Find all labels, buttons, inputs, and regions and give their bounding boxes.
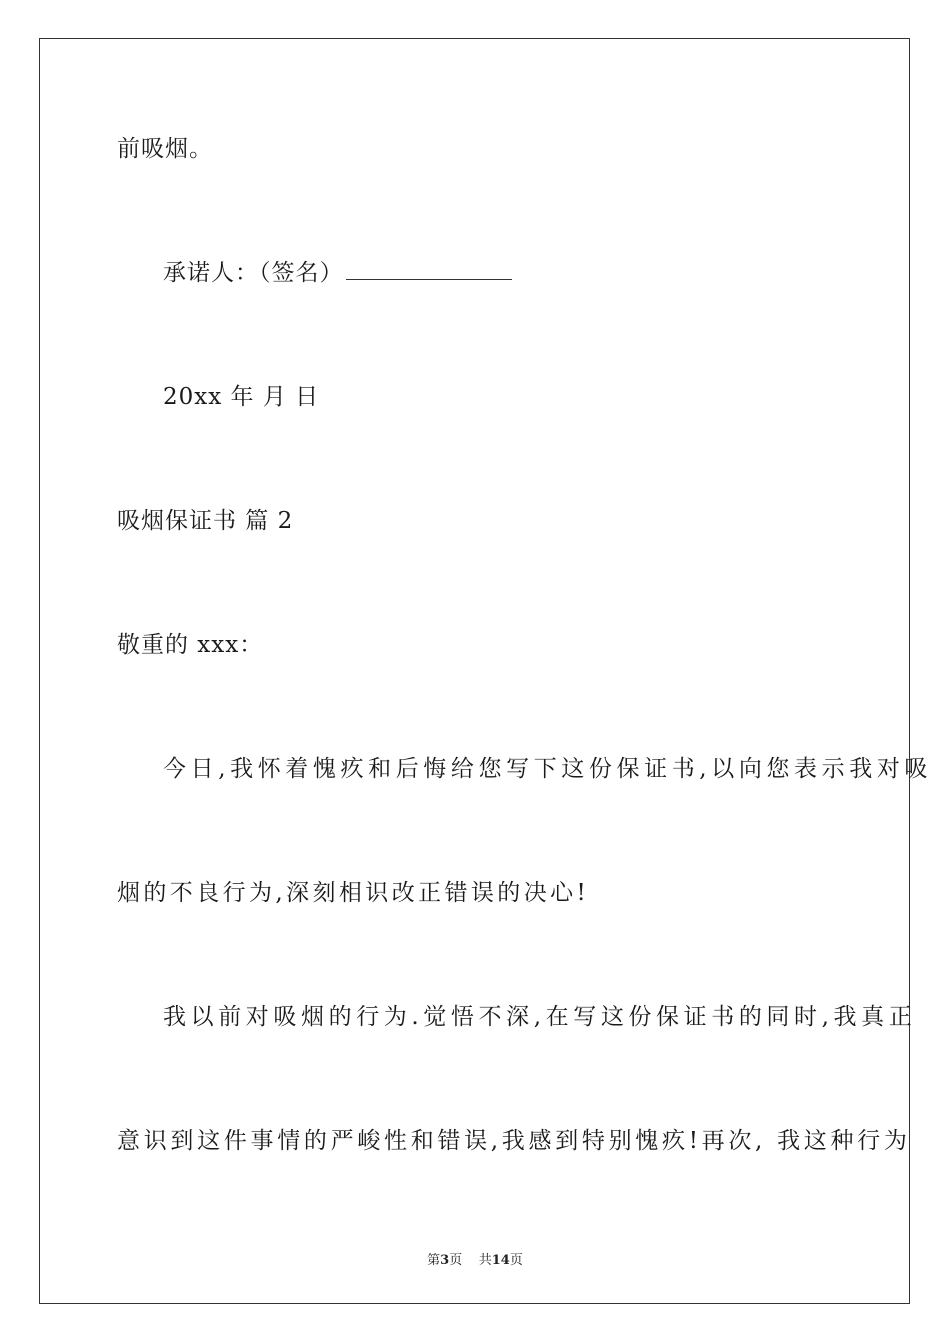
page-frame	[39, 38, 910, 1304]
paragraph-1-line-1: 今日,我怀着愧疚和后悔给您写下这份保证书,以向您表示我对吸	[163, 756, 933, 782]
footer-page-number: 3	[440, 1253, 450, 1268]
footer-total-prefix: 共	[478, 1253, 492, 1268]
paragraph-1-line-2: 烟的不良行为,深刻相识改正错误的决心!	[117, 880, 590, 906]
signature-blank	[346, 261, 512, 280]
text-line-1: 前吸烟。	[117, 136, 213, 162]
date-line: 20xx 年 月 日	[163, 384, 320, 410]
footer-total-suffix: 页	[509, 1253, 523, 1268]
footer-page-prefix: 第	[427, 1253, 441, 1268]
signer-label: 承诺人：（签名）	[163, 260, 344, 286]
paragraph-2-line-2: 意识到这件事情的严峻性和错误,我感到特别愧疚!再次, 我这种行为	[117, 1128, 911, 1154]
page-footer	[0, 1249, 950, 1268]
paragraph-2-line-1: 我以前对吸烟的行为.觉悟不深,在写这份保证书的同时,我真正	[163, 1004, 917, 1030]
footer-total-number: 14	[491, 1253, 510, 1268]
section-heading: 吸烟保证书 篇 2	[117, 508, 294, 534]
signer-line	[163, 258, 512, 288]
salutation: 敬重的 xxx：	[117, 632, 264, 658]
footer-page-suffix: 页	[449, 1253, 463, 1268]
